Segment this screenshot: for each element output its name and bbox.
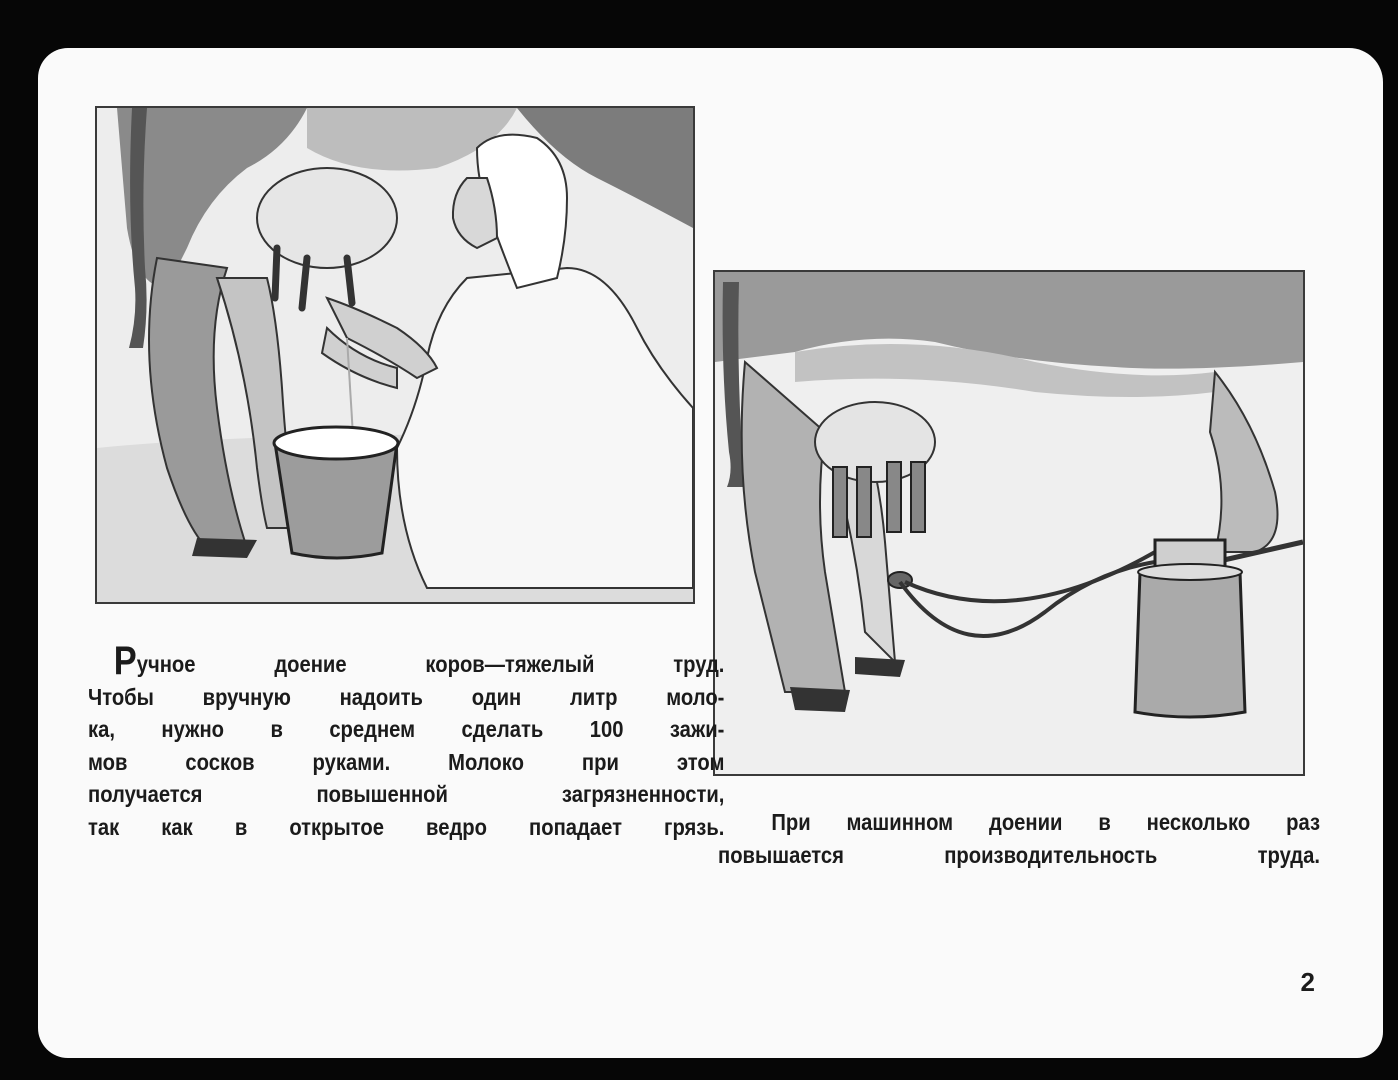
- machine-milking-drawing: [715, 272, 1303, 774]
- machine-milking-caption: [718, 806, 1320, 871]
- caption-line-1: [88, 639, 725, 683]
- hand-milking-caption: [88, 639, 725, 843]
- caption-line-1-text: учное доение коров—тяжелый труд.: [136, 651, 725, 677]
- filmstrip-slide: [38, 48, 1383, 1058]
- caption-line-3: ка, нужно в среднем сделать 100 зажи-: [88, 716, 725, 742]
- hand-milking-drawing: [97, 108, 693, 602]
- page-number: 2: [1300, 967, 1315, 997]
- caption-line-4: мов сосков руками. Молоко при этом: [88, 748, 725, 775]
- hand-milking-illustration: [95, 106, 695, 604]
- machine-caption-line-2: повышается производительность труда.: [718, 841, 1320, 868]
- machine-milking-illustration: [713, 270, 1305, 776]
- caption-line-2: Чтобы вручную надоить один литр моло-: [88, 683, 725, 710]
- machine-caption-line-1: При машинном доении в несколько раз: [771, 809, 1320, 835]
- drop-cap: Р: [113, 639, 137, 683]
- caption-line-6: так как в открытое ведро попадает грязь.: [88, 813, 725, 840]
- caption-line-5: получается повышенной загрязненности,: [88, 781, 725, 807]
